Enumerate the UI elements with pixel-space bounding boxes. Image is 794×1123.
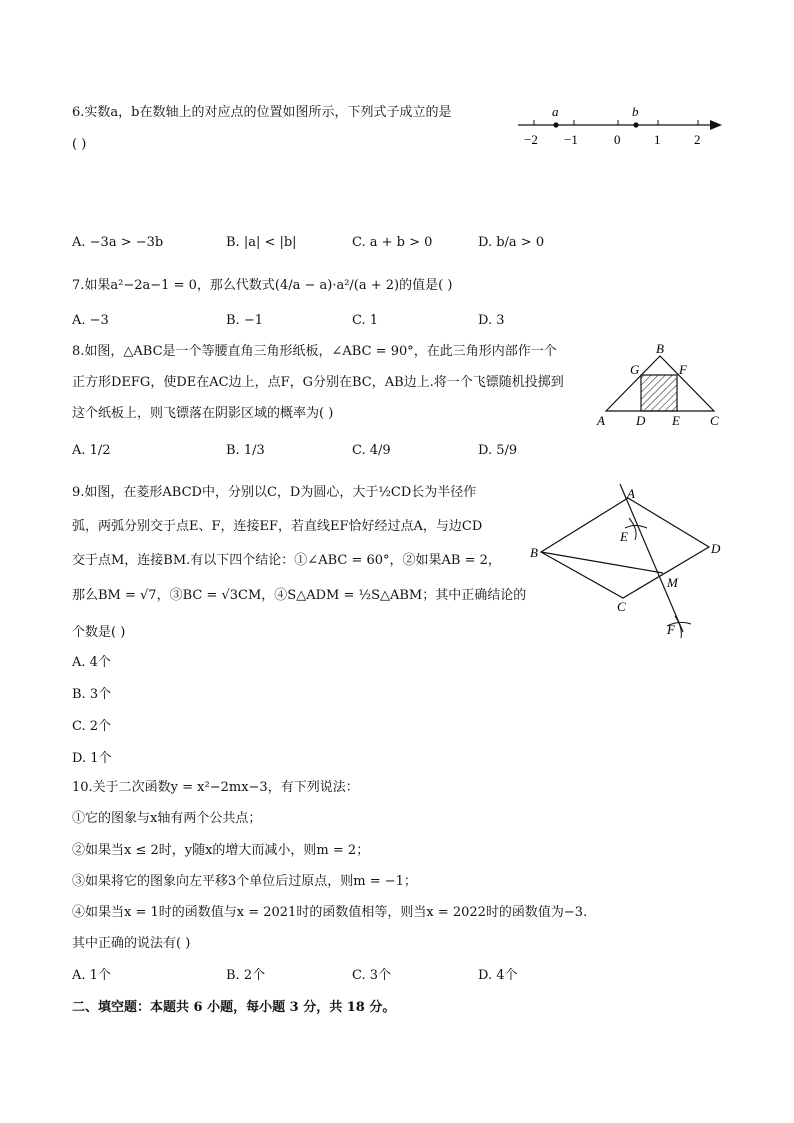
label-B: B [656,341,664,356]
q10-option-b[interactable]: B. 2个 [226,968,266,983]
q9-stem-line3: 交于点M，连接BM.有以下四个结论：①∠ABC = 60°，②如果AB = 2， [72,553,501,568]
label-A: A [627,486,635,501]
q7-option-b[interactable]: B. −1 [226,313,263,328]
q8-stem-line1: 8.如图，△ABC是一个等腰直角三角形纸板，∠ABC = 90°，在此三角形内部作一个 [72,344,557,359]
q7-option-c[interactable]: C. 1 [352,313,379,328]
q7-option-a[interactable]: A. −3 [72,313,109,328]
q6-option-c[interactable]: C. a + b > 0 [352,235,433,250]
label-F: F [667,622,675,637]
q8-triangle-figure [594,340,724,432]
q6-number-line [510,98,730,154]
q9-stem-line4: 那么BM = √7，③BC = √3CM，④S△ADM = ½S△ABM；其中正确结论的 [72,588,527,603]
label-E: E [620,529,628,544]
label-F: F [679,362,687,377]
q6-stem-line2: ( ) [72,137,87,152]
label-C: C [710,413,719,428]
q10-statement-3: ③如果将它的图象向左平移3个单位后过原点，则m = −1； [72,874,417,889]
label-D: D [711,541,721,556]
q8-option-b[interactable]: B. 1/3 [226,443,265,458]
q10-option-d[interactable]: D. 4个 [478,968,518,983]
section-2-heading: 二、填空题：本题共 6 小题，每小题 3 分，共 18 分。 [72,1000,396,1015]
q6-option-b[interactable]: B. |a| < |b| [226,235,297,250]
tick-label: 2 [694,132,701,147]
label-D: D [636,413,646,428]
point-b-label: b [632,104,639,119]
label-M: M [667,575,678,590]
q6-stem-line1: 6.实数a，b在数轴上的对应点的位置如图所示，下列式子成立的是 [72,105,452,120]
q9-option-c[interactable]: C. 2个 [72,719,112,734]
label-A: A [597,413,605,428]
q9-stem-line2: 弧，两弧分别交于点E、F，连接EF，若直线EF恰好经过点A，与边CD [72,519,483,534]
q10-statement-4: ④如果当x = 1时的函数值与x = 2021时的函数值相等，则当x = 2022时的函数值为−3. [72,905,588,920]
q8-stem-line3: 这个纸板上，则飞镖落在阴影区域的概率为( ) [72,406,334,421]
q7-option-d[interactable]: D. 3 [478,313,505,328]
q9-stem-line5: 个数是( ) [72,625,126,640]
q6-option-d[interactable]: D. b/a > 0 [478,235,545,250]
point-a-label: a [552,104,559,119]
tick-label: 0 [614,132,621,147]
q8-option-d[interactable]: D. 5/9 [478,443,518,458]
q10-stem: 10.关于二次函数y = x²−2mx−3，有下列说法： [72,780,359,795]
q10-option-c[interactable]: C. 3个 [352,968,392,983]
q6-option-a[interactable]: A. −3a > −3b [72,235,164,250]
label-C: C [617,599,626,614]
q10-option-a[interactable]: A. 1个 [72,968,111,983]
q8-option-c[interactable]: C. 4/9 [352,443,391,458]
tick-label: −2 [524,132,538,147]
label-G: G [630,362,640,377]
q10-statement-2: ②如果当x ≤ 2时，y随x的增大而减小，则m = 2； [72,843,370,858]
q10-question: 其中正确的说法有( ) [72,936,191,951]
q8-option-a[interactable]: A. 1/2 [72,443,111,458]
tick-label: 1 [654,132,661,147]
q9-rhombus-figure [525,478,730,643]
q9-option-b[interactable]: B. 3个 [72,687,112,702]
q10-statement-1: ①它的图象与x轴有两个公共点； [72,811,262,826]
q8-stem-line2: 正方形DEFG，使DE在AC边上，点F，G分别在BC，AB边上.将一个飞镖随机投掷到 [72,375,564,390]
q9-stem-line1: 9.如图，在菱形ABCD中，分别以C，D为圆心，大于½CD长为半径作 [72,485,477,500]
q9-option-d[interactable]: D. 1个 [72,751,112,766]
label-B: B [530,545,538,560]
q7-stem: 7.如果a²−2a−1 = 0，那么代数式(4/a − a)·a²/(a + 2)的值是( ) [72,278,453,293]
q9-option-a[interactable]: A. 4个 [72,655,111,670]
label-E: E [672,413,680,428]
tick-label: −1 [564,132,578,147]
